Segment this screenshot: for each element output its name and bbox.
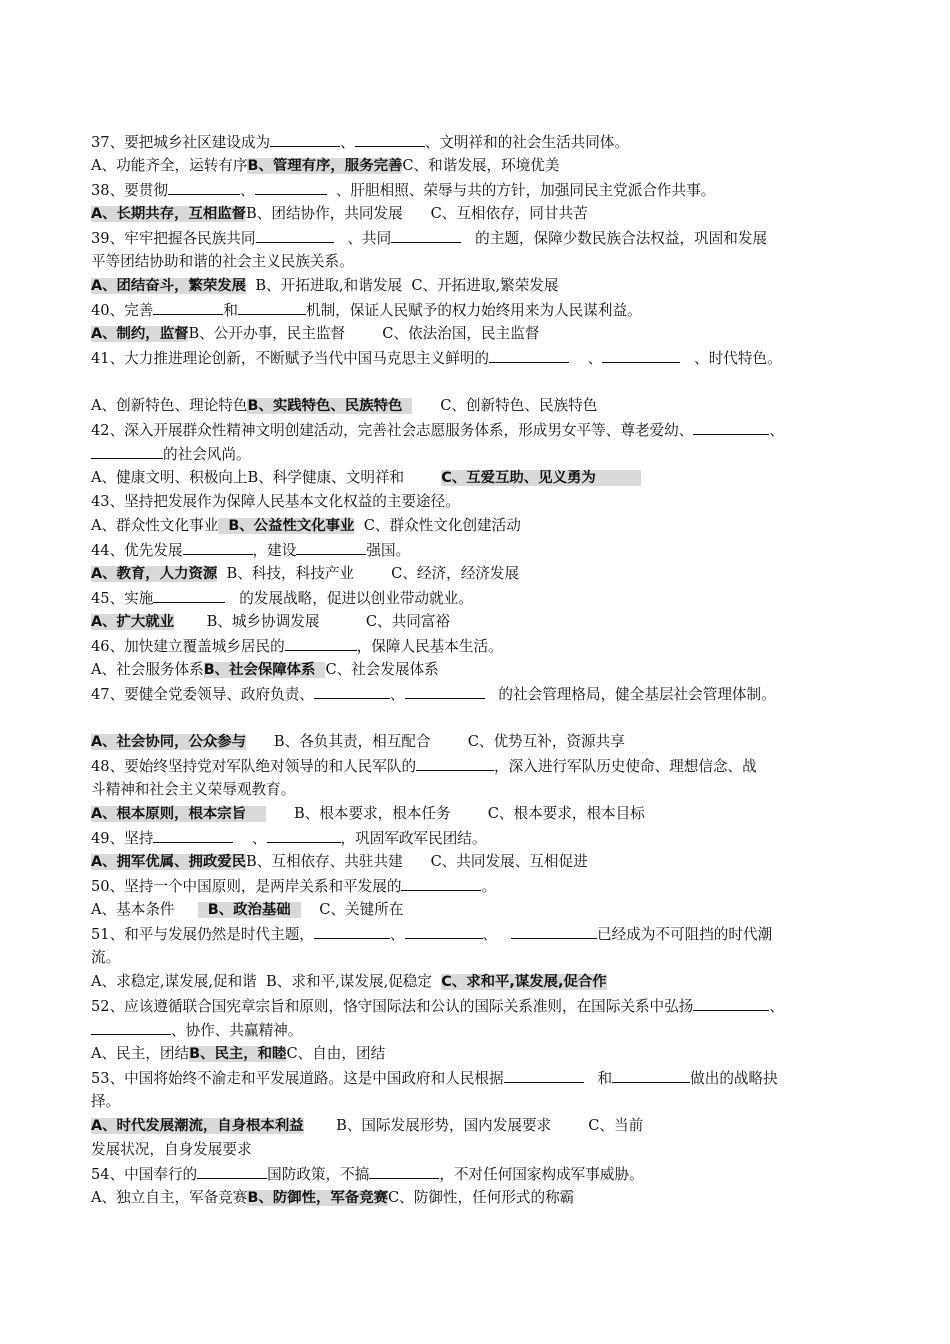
options-53-cont: 发展状况，自身发展要求: [91, 1141, 252, 1158]
question-52-cont: 、协作、共赢精神。: [91, 1020, 302, 1042]
question-43: 43、坚持把发展作为保障人民基本文化权益的主要途径。: [91, 493, 460, 510]
options-48: A、根本原则，根本宗旨 B、根本要求，根本任务 C、根本要求，根本目标: [91, 805, 645, 822]
options-50: A、基本条件 B、政治基础 C、关键所在: [91, 901, 404, 918]
blank: [153, 588, 225, 603]
question-41: 41、大力推进理论创新，不断赋予当代中国马克思主义鲜明的 、 、时代特色。: [91, 350, 782, 367]
question-54: 54、中国奉行的 国防政策，不搞 ，不对任何国家构成军事威胁。: [91, 1166, 644, 1183]
options-42: A、健康文明、积极向上B、科学健康、文明祥和 C、互爱互助、见义勇为: [91, 468, 641, 490]
question-39-cont: 平等团结协助和谐的社会主义民族关系。: [91, 253, 354, 270]
blank: [489, 348, 569, 363]
options-41: A、创新特色、理论特色B、实践特色、民族特色 C、创新特色、民族特色: [91, 397, 598, 414]
answer-highlight: B、社会保障体系: [204, 662, 326, 678]
question-40: 40、完善 和 机制，保证人民赋予的权力始终用来为人民谋利益。: [91, 302, 642, 319]
blank: [416, 756, 494, 771]
question-44: 44、优先发展 ，建设 强国。: [91, 542, 411, 559]
blank: [153, 300, 223, 315]
answer-highlight: A、根本原则，根本宗旨: [91, 806, 266, 822]
blank: [197, 1164, 267, 1179]
blank: [369, 1164, 439, 1179]
blank: [511, 924, 597, 939]
options-45: A、扩大就业 B、城乡协调发展 C、共同富裕: [91, 613, 450, 630]
answer-highlight: A、拥军优属、拥政爱民: [91, 854, 247, 870]
question-53: 53、中国将始终不渝走和平发展道路。这是中国政府和人民根据 和 做出的战略抉: [91, 1070, 778, 1087]
question-42-cont: 的社会风尚。: [91, 444, 251, 466]
question-48-cont: 斗精神和社会主义荣辱观教育。: [91, 781, 296, 798]
options-43: A、群众性文化事业 B、公益性文化事业 C、群众性文化创建活动: [91, 517, 521, 534]
question-49: 49、坚持 、 ，巩固军政军民团结。: [91, 830, 487, 847]
options-53: A、时代发展潮流，自身根本利益 B、国际发展形势，国内发展要求 C、当前: [91, 1117, 644, 1134]
options-38: A、长期共存，互相监督B、团结协作，共同发展 C、互相依存，同甘共苦: [91, 205, 588, 222]
question-52: 52、应该遵循联合国宪章宗旨和原则，恪守国际法和公认的国际关系准则，在国际关系中弘扬 、: [91, 998, 784, 1015]
blank: [612, 1068, 690, 1083]
blank: [355, 132, 425, 147]
options-46: A、社会服务体系B、社会保障体系 C、社会发展体系: [91, 661, 439, 678]
options-52: A、民主，团结B、民主，和睦C、自由，团结: [91, 1045, 386, 1062]
blank: [270, 132, 340, 147]
question-37: 37、要把城乡社区建设成为 、 、文明祥和的社会生活共同体。: [91, 134, 630, 151]
answer-highlight: B、政治基础: [198, 902, 301, 918]
question-45: 45、实施 的发展战略，促进以创业带动就业。: [91, 590, 473, 607]
options-49: A、拥军优属、拥政爱民B、互相依存、共驻共建 C、共同发展、互相促进: [91, 853, 588, 870]
question-53-cont: 择。: [91, 1093, 121, 1110]
question-42: 42、深入开展群众性精神文明创建活动，完善社会志愿服务体系，形成男女平等、尊老爱幼、 、: [91, 422, 784, 439]
answer-highlight: A、制约，监督: [91, 326, 189, 342]
question-51: 51、和平与发展仍然是时代主题， 、 、 已经成为不可阻挡的时代潮: [91, 926, 773, 943]
options-44: A、教育，人力资源 B、科技，科技产业 C、经济，经济发展: [91, 565, 520, 582]
options-54: A、独立自主，军备竞赛B、防御性，军备竞赛C、防御性，任何形式的称霸: [91, 1189, 575, 1206]
answer-highlight: B、防御性，军备竞赛: [247, 1190, 388, 1206]
blank: [255, 180, 327, 195]
question-46: 46、加快建立覆盖城乡居民的 ，保障人民基本生活。: [91, 638, 503, 655]
blank: [256, 228, 334, 243]
blank: [693, 420, 769, 435]
blank: [391, 228, 461, 243]
blank: [285, 636, 357, 651]
blank: [91, 1020, 171, 1035]
blank: [405, 684, 485, 699]
blank: [168, 180, 240, 195]
question-47: 47、要健全党委领导、政府负责、 、 的社会管理格局，健全基层社会管理体制。: [91, 686, 776, 703]
options-39: A、团结奋斗，繁荣发展 B、开拓进取,和谐发展 C、开拓进取,繁荣发展: [91, 277, 559, 294]
blank: [267, 828, 341, 843]
answer-highlight: C、求和平,谋发展,促合作: [441, 974, 607, 990]
answer-highlight: A、社会协同，公众参与: [91, 734, 247, 750]
question-51-cont: 流。: [91, 949, 121, 966]
answer-highlight: B、实践特色、民族特色: [247, 398, 412, 414]
blank: [296, 540, 366, 555]
question-39: 39、牢牢把握各民族共同 、共同 的主题，保障少数民族合法权益，巩固和发展: [91, 230, 768, 247]
options-51: A、求稳定,谋发展,促和谐 B、求和平,谋发展,促稳定 C、求和平,谋发展,促合作: [91, 973, 607, 990]
answer-highlight: B、公益性文化事业: [218, 518, 354, 534]
blank: [91, 444, 163, 459]
blank: [602, 348, 680, 363]
blank: [183, 540, 253, 555]
options-47: A、社会协同，公众参与 B、各负其责，相互配合 C、优势互补，资源共享: [91, 733, 625, 750]
question-48: 48、要始终坚持党对军队绝对领导的和人民军队的 ，深入进行军队历史使命、理想信念、战: [91, 758, 757, 775]
answer-highlight: C、互爱互助、见义勇为: [441, 470, 641, 486]
blank: [405, 924, 483, 939]
answer-highlight: B、民主，和睦: [189, 1046, 287, 1062]
answer-highlight: A、时代发展潮流，自身根本利益: [91, 1118, 304, 1134]
options-40: A、制约，监督B、公开办事，民主监督 C、依法治国，民主监督: [91, 325, 540, 342]
answer-highlight: A、团结奋斗，繁荣发展: [91, 278, 247, 294]
answer-highlight: A、教育，人力资源: [91, 566, 218, 582]
answer-highlight: A、长期共存，互相监督: [91, 206, 247, 222]
answer-highlight: B、管理有序，服务完善: [247, 158, 403, 174]
question-50: 50、坚持一个中国原则，是两岸关系和平发展的 。: [91, 878, 497, 895]
blank: [153, 828, 233, 843]
options-37: A、功能齐全，运转有序B、管理有序，服务完善C、和谐发展，环境优美: [91, 157, 560, 174]
blank: [314, 684, 390, 699]
blank: [401, 876, 481, 891]
question-38: 38、要贯彻 、 、肝胆相照、荣辱与共的方针，加强同民主党派合作共事。: [91, 182, 716, 199]
blank: [238, 300, 306, 315]
blank: [314, 924, 390, 939]
blank: [504, 1068, 584, 1083]
answer-highlight: A、扩大就业: [91, 614, 175, 630]
blank: [693, 996, 769, 1011]
